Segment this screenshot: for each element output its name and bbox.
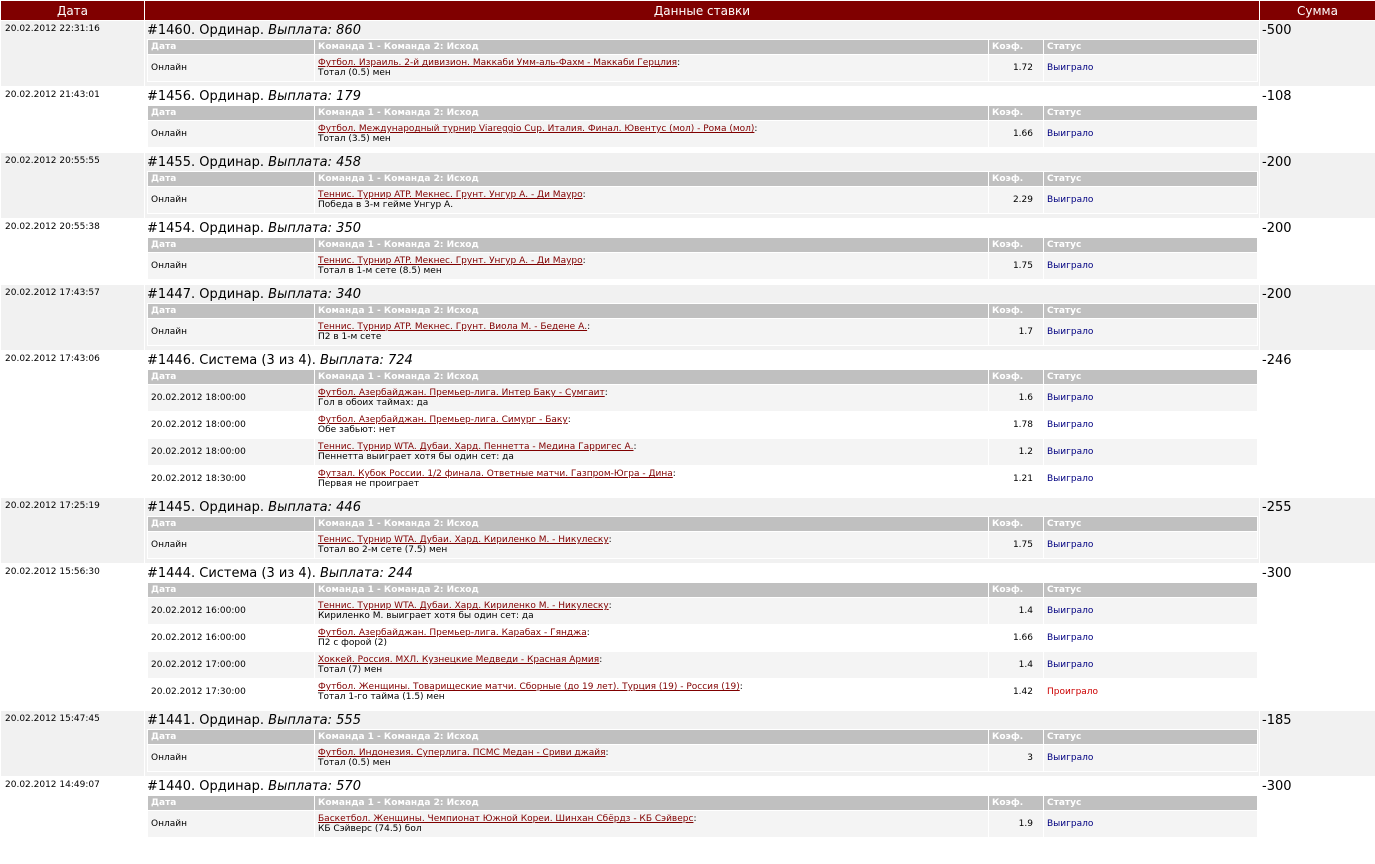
bet-lines-table <box>147 795 1258 838</box>
sub-header-date: Дата <box>148 172 315 187</box>
bet-date: 20.02.2012 17:43:57 <box>1 285 145 351</box>
line-coef: 3 <box>989 745 1044 772</box>
sub-header-status: Статус <box>1044 517 1258 532</box>
line-status: Выиграло <box>1047 63 1094 73</box>
bet-date: 20.02.2012 15:47:45 <box>1 711 145 777</box>
bet-lines-table <box>147 582 1258 706</box>
bet-payout: Выплата: 179 <box>268 89 361 104</box>
bet-line <box>148 679 1258 706</box>
bet-title <box>145 219 1259 237</box>
line-event: Футзал. Кубок России. 1/2 финала. Ответные матчи. Газпром-Югра - Дина: Первая не проиграет <box>315 466 989 493</box>
sub-header-date: Дата <box>148 517 315 532</box>
line-status: Выиграло <box>1047 660 1094 670</box>
bet-lines-table <box>147 105 1258 148</box>
bet-details <box>145 777 1260 843</box>
sub-header-status: Статус <box>1044 730 1258 745</box>
bet-line <box>148 652 1258 679</box>
line-event: Футбол. Азербайджан. Премьер-лига. Симург - Баку: Обе забьют: нет <box>315 412 989 439</box>
bet-line <box>148 598 1258 625</box>
line-status-cell <box>1044 187 1258 214</box>
sub-header-date: Дата <box>148 796 315 811</box>
bet-line <box>148 253 1258 280</box>
line-event: Теннис. Турнир WTA. Дубаи. Хард. Кириленко М. - Никулеску: Тотал во 2-м сете (7.5) мен <box>315 532 989 559</box>
bet-date: 20.02.2012 21:43:01 <box>1 87 145 153</box>
line-status-cell <box>1044 319 1258 346</box>
bet-row <box>1 87 1375 153</box>
bet-date: 20.02.2012 14:49:07 <box>1 777 145 843</box>
line-status-cell <box>1044 466 1258 493</box>
bet-details <box>145 153 1260 219</box>
line-status-cell <box>1044 412 1258 439</box>
line-outcome: КБ Сэйверс (74.5) бол <box>318 824 422 834</box>
line-status: Выиграло <box>1047 327 1094 337</box>
bet-date: 20.02.2012 22:31:16 <box>1 21 145 87</box>
sub-header-match: Команда 1 - Команда 2: Исход <box>315 238 989 253</box>
line-coef: 1.75 <box>989 532 1044 559</box>
line-status-cell <box>1044 532 1258 559</box>
bet-row <box>1 285 1375 351</box>
sub-header-date: Дата <box>148 370 315 385</box>
line-event: Теннис. Турнир ATP. Мекнес. Грунт. Унгур А. - Ди Мауро: Тотал в 1-м сете (8.5) мен <box>315 253 989 280</box>
bet-lines <box>148 532 1258 559</box>
line-status-cell <box>1044 679 1258 706</box>
line-outcome: Тотал (7) мен <box>318 665 383 675</box>
bet-payout: Выплата: 244 <box>319 566 413 581</box>
bet-lines-table <box>147 237 1258 280</box>
sub-header-coef: Коэф. <box>989 583 1044 598</box>
line-status-cell <box>1044 811 1258 838</box>
line-status: Выиграло <box>1047 819 1094 829</box>
line-status: Выиграло <box>1047 393 1094 403</box>
event-link[interactable]: Теннис. Турнир ATP. Мекнес. Грунт. Виола М. - Бедене А. <box>318 322 588 332</box>
line-event: Футбол. Израиль. 2-й дивизион. Маккаби Умм-аль-Фахм - Маккаби Герцлия: Тотал (0.5) мен <box>315 55 989 82</box>
event-link[interactable]: Футбол. Международный турнир Viareggio Cup. Италия. Финал. Ювентус (мол) - Рома (мол) <box>318 124 755 134</box>
bet-line <box>148 319 1258 346</box>
bet-lines <box>148 811 1258 838</box>
bet-lines-table <box>147 303 1258 346</box>
bet-sum: -500 <box>1260 21 1375 87</box>
bet-details <box>145 351 1260 498</box>
sub-header-coef: Коэф. <box>989 517 1044 532</box>
bet-line <box>148 412 1258 439</box>
sub-header-coef: Коэф. <box>989 370 1044 385</box>
bet-details <box>145 285 1260 351</box>
line-coef: 2.29 <box>989 187 1044 214</box>
sub-header-status: Статус <box>1044 106 1258 121</box>
line-date: Онлайн <box>148 319 315 346</box>
event-link[interactable]: Теннис. Турнир WTA. Дубаи. Хард. Кириленко М. - Никулеску <box>318 601 609 611</box>
sub-header-date: Дата <box>148 304 315 319</box>
line-status-cell <box>1044 253 1258 280</box>
bet-line <box>148 385 1258 412</box>
line-date: Онлайн <box>148 811 315 838</box>
bet-title-text: #1446. Система (3 из 4). <box>147 353 316 368</box>
bet-title-text: #1447. Ординар. <box>147 287 265 302</box>
line-date: 20.02.2012 18:00:00 <box>148 439 315 466</box>
line-coef: 1.66 <box>989 625 1044 652</box>
event-link[interactable]: Футбол. Азербайджан. Премьер-лига. Интер Баку - Сумгаит <box>318 388 605 398</box>
bet-title <box>145 285 1259 303</box>
sub-header-coef: Коэф. <box>989 730 1044 745</box>
line-coef: 1.9 <box>989 811 1044 838</box>
line-status-cell <box>1044 55 1258 82</box>
line-date: Онлайн <box>148 532 315 559</box>
sub-header-date: Дата <box>148 583 315 598</box>
bet-lines-table <box>147 39 1258 82</box>
bet-lines <box>148 253 1258 280</box>
sub-header-status: Статус <box>1044 796 1258 811</box>
sub-header-status: Статус <box>1044 238 1258 253</box>
sub-header-date: Дата <box>148 106 315 121</box>
bet-title-text: #1456. Ординар. <box>147 89 265 104</box>
bet-lines <box>148 55 1258 82</box>
bet-date: 20.02.2012 20:55:55 <box>1 153 145 219</box>
line-status: Выиграло <box>1047 540 1094 550</box>
sub-header-match: Команда 1 - Команда 2: Исход <box>315 730 989 745</box>
line-coef: 1.42 <box>989 679 1044 706</box>
bet-title-text: #1444. Система (3 из 4). <box>147 566 316 581</box>
event-link[interactable]: Футбол. Азербайджан. Премьер-лига. Симург - Баку <box>318 415 568 425</box>
bet-details <box>145 87 1260 153</box>
event-link[interactable]: Теннис. Турнир ATP. Мекнес. Грунт. Унгур А. - Ди Мауро <box>318 256 583 266</box>
line-status-cell <box>1044 598 1258 625</box>
bet-row <box>1 777 1375 843</box>
bet-lines <box>148 598 1258 706</box>
line-date: 20.02.2012 18:00:00 <box>148 385 315 412</box>
line-coef: 1.72 <box>989 55 1044 82</box>
bet-payout: Выплата: 555 <box>268 713 361 728</box>
bet-line <box>148 811 1258 838</box>
line-event: Теннис. Турнир WTA. Дубаи. Хард. Кириленко М. - Никулеску: Кириленко М. выиграет хотя бы один сет: да <box>315 598 989 625</box>
sub-header-match: Команда 1 - Команда 2: Исход <box>315 517 989 532</box>
header-sum[interactable]: Сумма <box>1260 1 1375 21</box>
line-outcome: Первая не проиграет <box>318 479 420 489</box>
bets-body <box>1 21 1375 843</box>
event-link[interactable]: Футзал. Кубок России. 1/2 финала. Ответные матчи. Газпром-Югра - Дина <box>318 469 673 479</box>
bet-payout: Выплата: 446 <box>268 500 361 515</box>
event-link[interactable]: Футбол. Азербайджан. Премьер-лига. Карабах - Гянджа <box>318 628 587 638</box>
line-coef: 1.21 <box>989 466 1044 493</box>
line-event: Теннис. Турнир ATP. Мекнес. Грунт. Виола М. - Бедене А.: П2 в 1-м сете <box>315 319 989 346</box>
bet-date: 20.02.2012 20:55:38 <box>1 219 145 285</box>
line-event: Футбол. Азербайджан. Премьер-лига. Карабах - Гянджа: П2 с форой (2) <box>315 625 989 652</box>
event-link[interactable]: Футбол. Израиль. 2-й дивизион. Маккаби Умм-аль-Фахм - Маккаби Герцлия <box>318 58 678 68</box>
line-status: Выиграло <box>1047 633 1094 643</box>
bet-sum: -246 <box>1260 351 1375 498</box>
bet-sum: -300 <box>1260 564 1375 711</box>
line-outcome: Гол в обоих таймах: да <box>318 398 429 408</box>
bet-line <box>148 466 1258 493</box>
bet-details <box>145 219 1260 285</box>
sub-header-coef: Коэф. <box>989 796 1044 811</box>
sub-header-status: Статус <box>1044 583 1258 598</box>
line-outcome: Тотал 1-го тайма (1.5) мен <box>318 692 445 702</box>
bet-sum: -200 <box>1260 285 1375 351</box>
sub-header-coef: Коэф. <box>989 40 1044 55</box>
sub-header-status: Статус <box>1044 304 1258 319</box>
bet-title <box>145 564 1259 582</box>
event-link[interactable]: Теннис. Турнир ATP. Мекнес. Грунт. Унгур А. - Ди Мауро <box>318 190 583 200</box>
bet-line <box>148 532 1258 559</box>
sub-header-date: Дата <box>148 40 315 55</box>
line-coef: 1.78 <box>989 412 1044 439</box>
bet-title-text: #1441. Ординар. <box>147 713 265 728</box>
line-event: Теннис. Турнир WTA. Дубаи. Хард. Пеннетта - Медина Гарригес А.: Пеннетта выиграет хотя бы один сет: да <box>315 439 989 466</box>
line-status-cell <box>1044 652 1258 679</box>
line-status-cell <box>1044 121 1258 148</box>
line-outcome: Обе забьют: нет <box>318 425 396 435</box>
bet-sum: -185 <box>1260 711 1375 777</box>
line-status-cell <box>1044 439 1258 466</box>
sub-header-status: Статус <box>1044 172 1258 187</box>
line-date: Онлайн <box>148 121 315 148</box>
event-link[interactable]: Футбол. Женщины. Товарищеские матчи. Сборные (до 19 лет). Турция (19) - Россия (19) <box>318 682 740 692</box>
header-bet-data[interactable]: Данные ставки <box>145 1 1260 21</box>
line-coef: 1.75 <box>989 253 1044 280</box>
bet-payout: Выплата: 570 <box>268 779 361 794</box>
bet-lines <box>148 385 1258 493</box>
line-status: Выиграло <box>1047 753 1094 763</box>
bet-sum: -300 <box>1260 777 1375 843</box>
line-outcome: Победа в 3-м гейме Унгур А. <box>318 200 454 210</box>
sub-header-date: Дата <box>148 238 315 253</box>
line-status: Выиграло <box>1047 447 1094 457</box>
line-status: Проиграло <box>1047 687 1099 697</box>
bet-lines <box>148 745 1258 772</box>
line-outcome: Тотал (3.5) мен <box>318 134 391 144</box>
line-status: Выиграло <box>1047 474 1094 484</box>
bet-line <box>148 187 1258 214</box>
line-date: 20.02.2012 18:30:00 <box>148 466 315 493</box>
event-link[interactable]: Баскетбол. Женщины. Чемпионат Южной Кореи. Шинхан Сбёрдз - КБ Сэйверс <box>318 814 694 824</box>
line-date: 20.02.2012 17:00:00 <box>148 652 315 679</box>
line-date: 20.02.2012 16:00:00 <box>148 625 315 652</box>
bet-title <box>145 498 1259 516</box>
sub-header-status: Статус <box>1044 370 1258 385</box>
line-status: Выиграло <box>1047 420 1094 430</box>
bet-date: 20.02.2012 17:25:19 <box>1 498 145 564</box>
bet-title-text: #1455. Ординар. <box>147 155 265 170</box>
event-link[interactable]: Хоккей. Россия. МХЛ. Кузнецкие Медведи - Красная Армия <box>318 655 600 665</box>
sub-header-date: Дата <box>148 730 315 745</box>
sub-header-status: Статус <box>1044 40 1258 55</box>
bet-row <box>1 351 1375 498</box>
line-date: 20.02.2012 18:00:00 <box>148 412 315 439</box>
line-date: Онлайн <box>148 187 315 214</box>
bet-line <box>148 745 1258 772</box>
bet-title <box>145 351 1259 369</box>
event-link[interactable]: Футбол. Индонезия. Суперлига. ПСМС Медан - Сриви джайя <box>318 748 606 758</box>
line-coef: 1.7 <box>989 319 1044 346</box>
line-outcome: П2 с форой (2) <box>318 638 388 648</box>
line-event: Хоккей. Россия. МХЛ. Кузнецкие Медведи - Красная Армия: Тотал (7) мен <box>315 652 989 679</box>
line-event: Футбол. Индонезия. Суперлига. ПСМС Медан - Сриви джайя: Тотал (0.5) мен <box>315 745 989 772</box>
event-link[interactable]: Теннис. Турнир WTA. Дубаи. Хард. Кириленко М. - Никулеску <box>318 535 609 545</box>
bet-details <box>145 711 1260 777</box>
bet-lines <box>148 187 1258 214</box>
sub-header-match: Команда 1 - Команда 2: Исход <box>315 583 989 598</box>
sub-header-coef: Коэф. <box>989 304 1044 319</box>
line-status-cell <box>1044 745 1258 772</box>
line-outcome: Пеннетта выиграет хотя бы один сет: да <box>318 452 514 462</box>
line-event: Футбол. Азербайджан. Премьер-лига. Интер Баку - Сумгаит: Гол в обоих таймах: да <box>315 385 989 412</box>
sub-header-match: Команда 1 - Команда 2: Исход <box>315 40 989 55</box>
bet-title <box>145 21 1259 39</box>
sub-header-match: Команда 1 - Команда 2: Исход <box>315 370 989 385</box>
line-outcome: П2 в 1-м сете <box>318 332 382 342</box>
bet-row <box>1 21 1375 87</box>
bet-lines <box>148 121 1258 148</box>
line-status: Выиграло <box>1047 261 1094 271</box>
bet-sum: -255 <box>1260 498 1375 564</box>
sub-header-coef: Коэф. <box>989 172 1044 187</box>
line-date: 20.02.2012 16:00:00 <box>148 598 315 625</box>
bet-lines-table <box>147 171 1258 214</box>
bet-line <box>148 55 1258 82</box>
line-outcome: Тотал (0.5) мен <box>318 758 391 768</box>
bet-payout: Выплата: 350 <box>268 221 361 236</box>
bet-details <box>145 498 1260 564</box>
bet-details <box>145 564 1260 711</box>
bet-title <box>145 153 1259 171</box>
bet-payout: Выплата: 860 <box>268 23 361 38</box>
bet-row <box>1 153 1375 219</box>
bet-sum: -200 <box>1260 219 1375 285</box>
line-status: Выиграло <box>1047 195 1094 205</box>
bet-title <box>145 87 1259 105</box>
line-outcome: Тотал (0.5) мен <box>318 68 391 78</box>
sub-header-match: Команда 1 - Команда 2: Исход <box>315 106 989 121</box>
bet-date: 20.02.2012 15:56:30 <box>1 564 145 711</box>
line-coef: 1.2 <box>989 439 1044 466</box>
bet-lines-table <box>147 369 1258 493</box>
bet-lines <box>148 319 1258 346</box>
bet-row <box>1 498 1375 564</box>
bet-lines-table <box>147 516 1258 559</box>
line-event: Футбол. Международный турнир Viareggio Cup. Италия. Финал. Ювентус (мол) - Рома (мол): Тотал (3.5) мен <box>315 121 989 148</box>
sub-header-match: Команда 1 - Команда 2: Исход <box>315 304 989 319</box>
header-date[interactable]: Дата <box>1 1 145 21</box>
bet-line <box>148 625 1258 652</box>
sub-header-match: Команда 1 - Команда 2: Исход <box>315 172 989 187</box>
bet-row <box>1 564 1375 711</box>
line-coef: 1.4 <box>989 598 1044 625</box>
line-status: Выиграло <box>1047 606 1094 616</box>
bet-line <box>148 121 1258 148</box>
sub-header-match: Команда 1 - Команда 2: Исход <box>315 796 989 811</box>
bet-title-text: #1445. Ординар. <box>147 500 265 515</box>
bet-title-text: #1454. Ординар. <box>147 221 265 236</box>
sub-header-coef: Коэф. <box>989 106 1044 121</box>
line-date: Онлайн <box>148 55 315 82</box>
line-outcome: Тотал в 1-м сете (8.5) мен <box>318 266 442 276</box>
line-coef: 1.4 <box>989 652 1044 679</box>
bet-lines-table <box>147 729 1258 772</box>
bet-title <box>145 711 1259 729</box>
line-date: Онлайн <box>148 745 315 772</box>
bet-payout: Выплата: 340 <box>268 287 361 302</box>
bet-title-text: #1440. Ординар. <box>147 779 265 794</box>
bet-sum: -108 <box>1260 87 1375 153</box>
bet-row <box>1 219 1375 285</box>
line-coef: 1.66 <box>989 121 1044 148</box>
line-date: 20.02.2012 17:30:00 <box>148 679 315 706</box>
bet-title <box>145 777 1259 795</box>
line-outcome: Тотал во 2-м сете (7.5) мен <box>318 545 448 555</box>
line-event: Баскетбол. Женщины. Чемпионат Южной Кореи. Шинхан Сбёрдз - КБ Сэйверс: КБ Сэйверс (74.5) бол <box>315 811 989 838</box>
event-link[interactable]: Теннис. Турнир WTA. Дубаи. Хард. Пеннетта - Медина Гарригес А. <box>318 442 634 452</box>
bet-payout: Выплата: 458 <box>268 155 361 170</box>
sub-header-coef: Коэф. <box>989 238 1044 253</box>
bet-date: 20.02.2012 17:43:06 <box>1 351 145 498</box>
bet-sum: -200 <box>1260 153 1375 219</box>
line-status: Выиграло <box>1047 129 1094 139</box>
line-event: Футбол. Женщины. Товарищеские матчи. Сборные (до 19 лет). Турция (19) - Россия (19): Тотал 1-го тайма (1.5) мен <box>315 679 989 706</box>
bet-details <box>145 21 1260 87</box>
line-coef: 1.6 <box>989 385 1044 412</box>
line-date: Онлайн <box>148 253 315 280</box>
line-event: Теннис. Турнир ATP. Мекнес. Грунт. Унгур А. - Ди Мауро: Победа в 3-м гейме Унгур А. <box>315 187 989 214</box>
line-status-cell <box>1044 385 1258 412</box>
line-outcome: Кириленко М. выиграет хотя бы один сет: да <box>318 611 534 621</box>
bet-line <box>148 439 1258 466</box>
line-status-cell <box>1044 625 1258 652</box>
bet-payout: Выплата: 724 <box>319 353 413 368</box>
bet-row <box>1 711 1375 777</box>
bet-title-text: #1460. Ординар. <box>147 23 265 38</box>
